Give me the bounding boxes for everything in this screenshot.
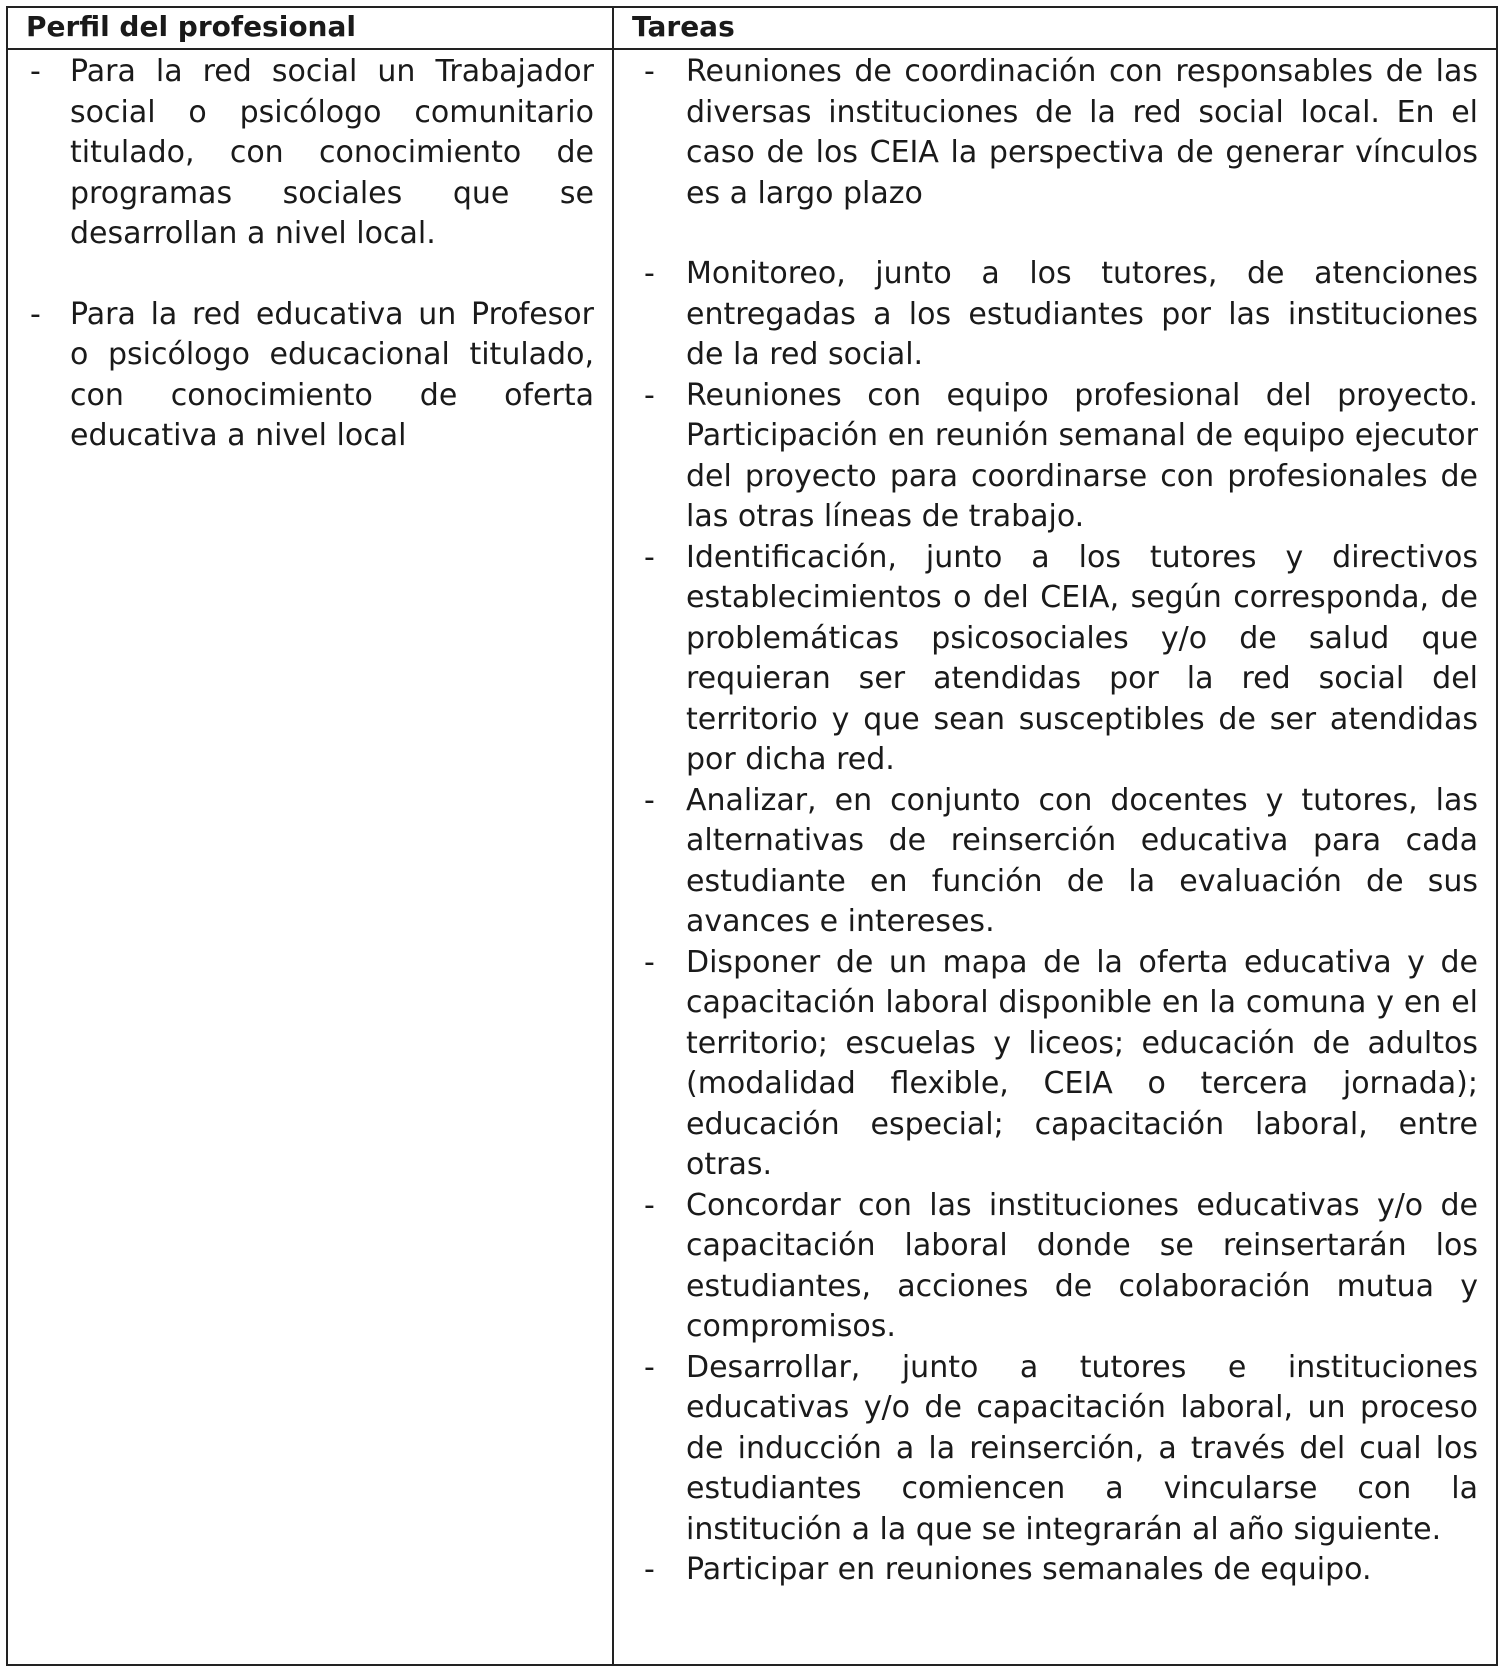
- perfil-list: [8, 50, 612, 457]
- tarea-item: [614, 538, 1478, 781]
- perfil-item-text: Para la red educativa un Profesor o psicólogo educacional titulado, con conocimiento de oferta educativa a nivel local: [70, 296, 594, 453]
- table-header-row: [7, 7, 1497, 49]
- tarea-item: [614, 254, 1478, 376]
- tarea-item: [614, 943, 1478, 1186]
- tareas-list: [614, 50, 1496, 1591]
- tarea-item-text: Identificación, junto a los tutores y directivos establecimientos o del CEIA, según corresponda, de problemáticas psicosociales y/o de salud que requieran ser atendidas por la red social del territorio y que sean susceptibles de ser atendidas por dicha red.: [686, 539, 1478, 777]
- tarea-item-text: Desarrollar, junto a tutores e instituciones educativas y/o de capacitación laboral, un proceso de inducción a la reinserción, a través del cual los estudiantes comiencen a vincularse con la institución a la que se integrarán al año siguiente.: [686, 1349, 1478, 1547]
- tarea-item: [614, 376, 1478, 538]
- bullet-dash: -: [644, 1187, 655, 1223]
- tarea-item-text: Participar en reuniones semanales de equipo.: [686, 1552, 1372, 1587]
- header-perfil: Perfil del profesional: [7, 7, 613, 49]
- bullet-dash: -: [30, 296, 41, 332]
- perfil-item: [8, 295, 594, 457]
- perfil-cell: [7, 49, 613, 1665]
- tarea-item-text: Disponer de un mapa de la oferta educativa y de capacitación laboral disponible en la comuna y en el territorio; escuelas y liceos; educación de adultos (modalidad flexible, CEIA o tercera jornada); educación especial; capacitación laboral, entre otras.: [686, 944, 1478, 1182]
- bullet-dash: -: [30, 54, 41, 89]
- tarea-item-text: Concordar con las instituciones educativas y/o de capacitación laboral donde se reinsertarán los estudiantes, acciones de colaboración mutua y compromisos.: [686, 1187, 1478, 1344]
- bullet-dash: -: [644, 54, 655, 89]
- bullet-dash: -: [644, 377, 655, 413]
- bullet-dash: -: [644, 1349, 655, 1385]
- table-body-row: [7, 49, 1497, 1665]
- tarea-item: [614, 1550, 1478, 1591]
- bullet-dash: -: [644, 782, 655, 818]
- tarea-item: [614, 1348, 1478, 1551]
- profile-tasks-table: [6, 6, 1498, 1666]
- tarea-item: [614, 1186, 1478, 1348]
- tareas-cell: [613, 49, 1497, 1665]
- bullet-dash: -: [644, 256, 655, 291]
- tarea-item-text: Analizar, en conjunto con docentes y tutores, las alternativas de reinserción educativa para cada estudiante en función de la evaluación de sus avances e intereses.: [686, 782, 1478, 939]
- perfil-item-text: Para la red social un Trabajador social o psicólogo comunitario titulado, con conocimiento de programas sociales que se desarrollan a nivel local.: [70, 54, 594, 251]
- perfil-item: [8, 52, 594, 255]
- tarea-item: [614, 52, 1478, 214]
- tarea-item-text: Reuniones de coordinación con responsables de las diversas instituciones de la red social local. En el caso de los CEIA la perspectiva de generar vínculos es a largo plazo: [686, 54, 1478, 211]
- tarea-item-text: Monitoreo, junto a los tutores, de atenciones entregadas a los estudiantes por las instituciones de la red social.: [686, 256, 1478, 372]
- bullet-dash: -: [644, 1552, 655, 1587]
- tarea-item-text: Reuniones con equipo profesional del proyecto. Participación en reunión semanal de equipo ejecutor del proyecto para coordinarse con profesionales de las otras líneas de trabajo.: [686, 377, 1478, 534]
- header-tareas: Tareas: [613, 7, 1497, 49]
- tarea-item: [614, 781, 1478, 943]
- bullet-dash: -: [644, 944, 655, 980]
- bullet-dash: -: [644, 539, 655, 575]
